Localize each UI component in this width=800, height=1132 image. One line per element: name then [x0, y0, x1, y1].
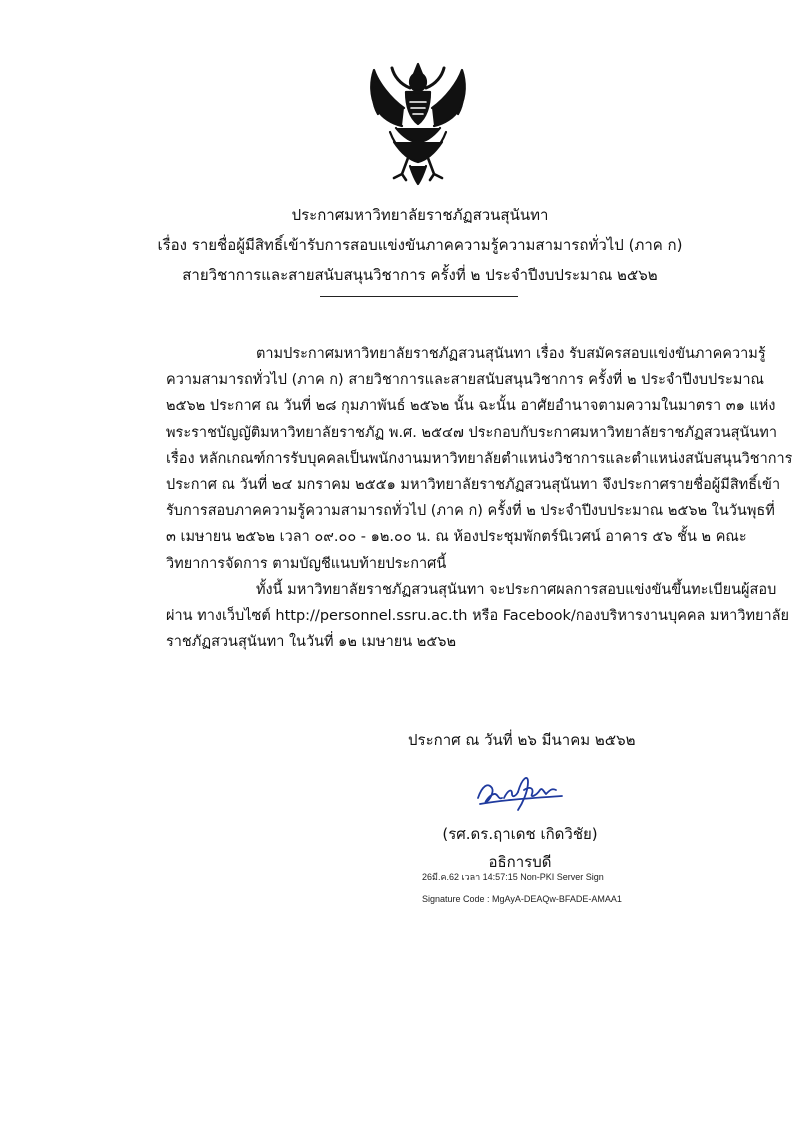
handwritten-signature [472, 768, 572, 814]
body-line: ประกาศ ณ วันที่ ๒๔ มกราคม ๒๕๕๑ มหาวิทยาลัยราชภัฏสวนสุนันทา จึงประกาศรายชื่อผู้มีสิทธิ์เข้า [166, 477, 781, 494]
body-line: ราชภัฏสวนสุนันทา ในวันที่ ๑๒ เมษายน ๒๕๖๒ [166, 634, 457, 651]
header-title: ประกาศมหาวิทยาลัยราชภัฏสวนสุนันทา [291, 206, 549, 224]
announcement-date: ประกาศ ณ วันที่ ๒๖ มีนาคม ๒๕๖๒ [408, 731, 636, 749]
signature-code: Signature Code : MgAyA-DEAQw-BFADE-AMAA1 [422, 894, 622, 904]
body-line: ทั้งนี้ มหาวิทยาลัยราชภัฏสวนสุนันทา จะประกาศผลการสอบแข่งขันขึ้นทะเบียนผู้สอบ [256, 581, 777, 598]
garuda-emblem-icon [360, 62, 476, 188]
body-line: วิทยาการจัดการ ตามบัญชีแนบท้ายประกาศนี้ [166, 555, 447, 572]
body-line: ความสามารถทั่วไป (ภาค ก) สายวิชาการและสายสนับสนุนวิชาการ ครั้งที่ ๒ ประจำปีงบประมาณ [166, 372, 764, 389]
signature-metadata [422, 866, 622, 910]
body-line: ตามประกาศมหาวิทยาลัยราชภัฏสวนสุนันทา เรื่อง รับสมัครสอบแข่งขันภาคความรู้ [256, 346, 766, 362]
header-subject: เรื่อง รายชื่อผู้มีสิทธิ์เข้ารับการสอบแข่งขันภาคความรู้ความสามารถทั่วไป (ภาค ก) [157, 236, 683, 254]
body-line: พระราชบัญญัติมหาวิทยาลัยราชภัฏ พ.ศ. ๒๕๔๗ ประกอบกับระกาศมหาวิทยาลัยราชภัฏสวนสุนันทา [166, 424, 777, 441]
body-line: เรื่อง หลักเกณฑ์การรับบุคคลเป็นพนักงานมหาวิทยาลัยตำแหน่งวิชาการและตำแหน่งสนับสนุนวิชาการ [166, 450, 793, 467]
body-line: ๒๕๖๒ ประกาศ ณ วันที่ ๒๘ กุมภาพันธ์ ๒๕๖๒ นั้น ฉะนั้น อาศัยอำนาจตามความในมาตรา ๓๑ แห่ง [166, 398, 776, 415]
header-subject-cont: สายวิชาการและสายสนับสนุนวิชาการ ครั้งที่ ๒ ประจำปีงบประมาณ ๒๕๖๒ [182, 266, 658, 284]
announcement-header [120, 200, 720, 290]
signature-timestamp: 26มี.ค.62 เวลา 14:57:15 Non-PKI Server Sign [422, 872, 604, 882]
announcement-body [166, 341, 793, 655]
body-line: ๓ เมษายน ๒๕๖๒ เวลา ๐๙.๐๐ - ๑๒.๐๐ น. ณ ห้องประชุมพักตร์นิเวศน์ อาคาร ๕๖ ชั้น ๒ คณะ [166, 529, 747, 546]
header-divider [320, 296, 518, 297]
body-line: รับการสอบภาคความรู้ความสามารถทั่วไป (ภาค ก) ครั้งที่ ๒ ประจำปีงบประมาณ ๒๕๖๒ ในวันพุธที่ [166, 503, 775, 520]
body-line: ผ่าน ทางเว็บไซต์ http://personnel.ssru.ac.th หรือ Facebook/กองบริหารงานบุคคล มหาวิทยาลัย [166, 608, 790, 625]
signer-name: (รศ.ดร.ฤาเดช เกิดวิชัย) [442, 825, 598, 843]
signer-title: อธิการบดี [488, 853, 552, 871]
